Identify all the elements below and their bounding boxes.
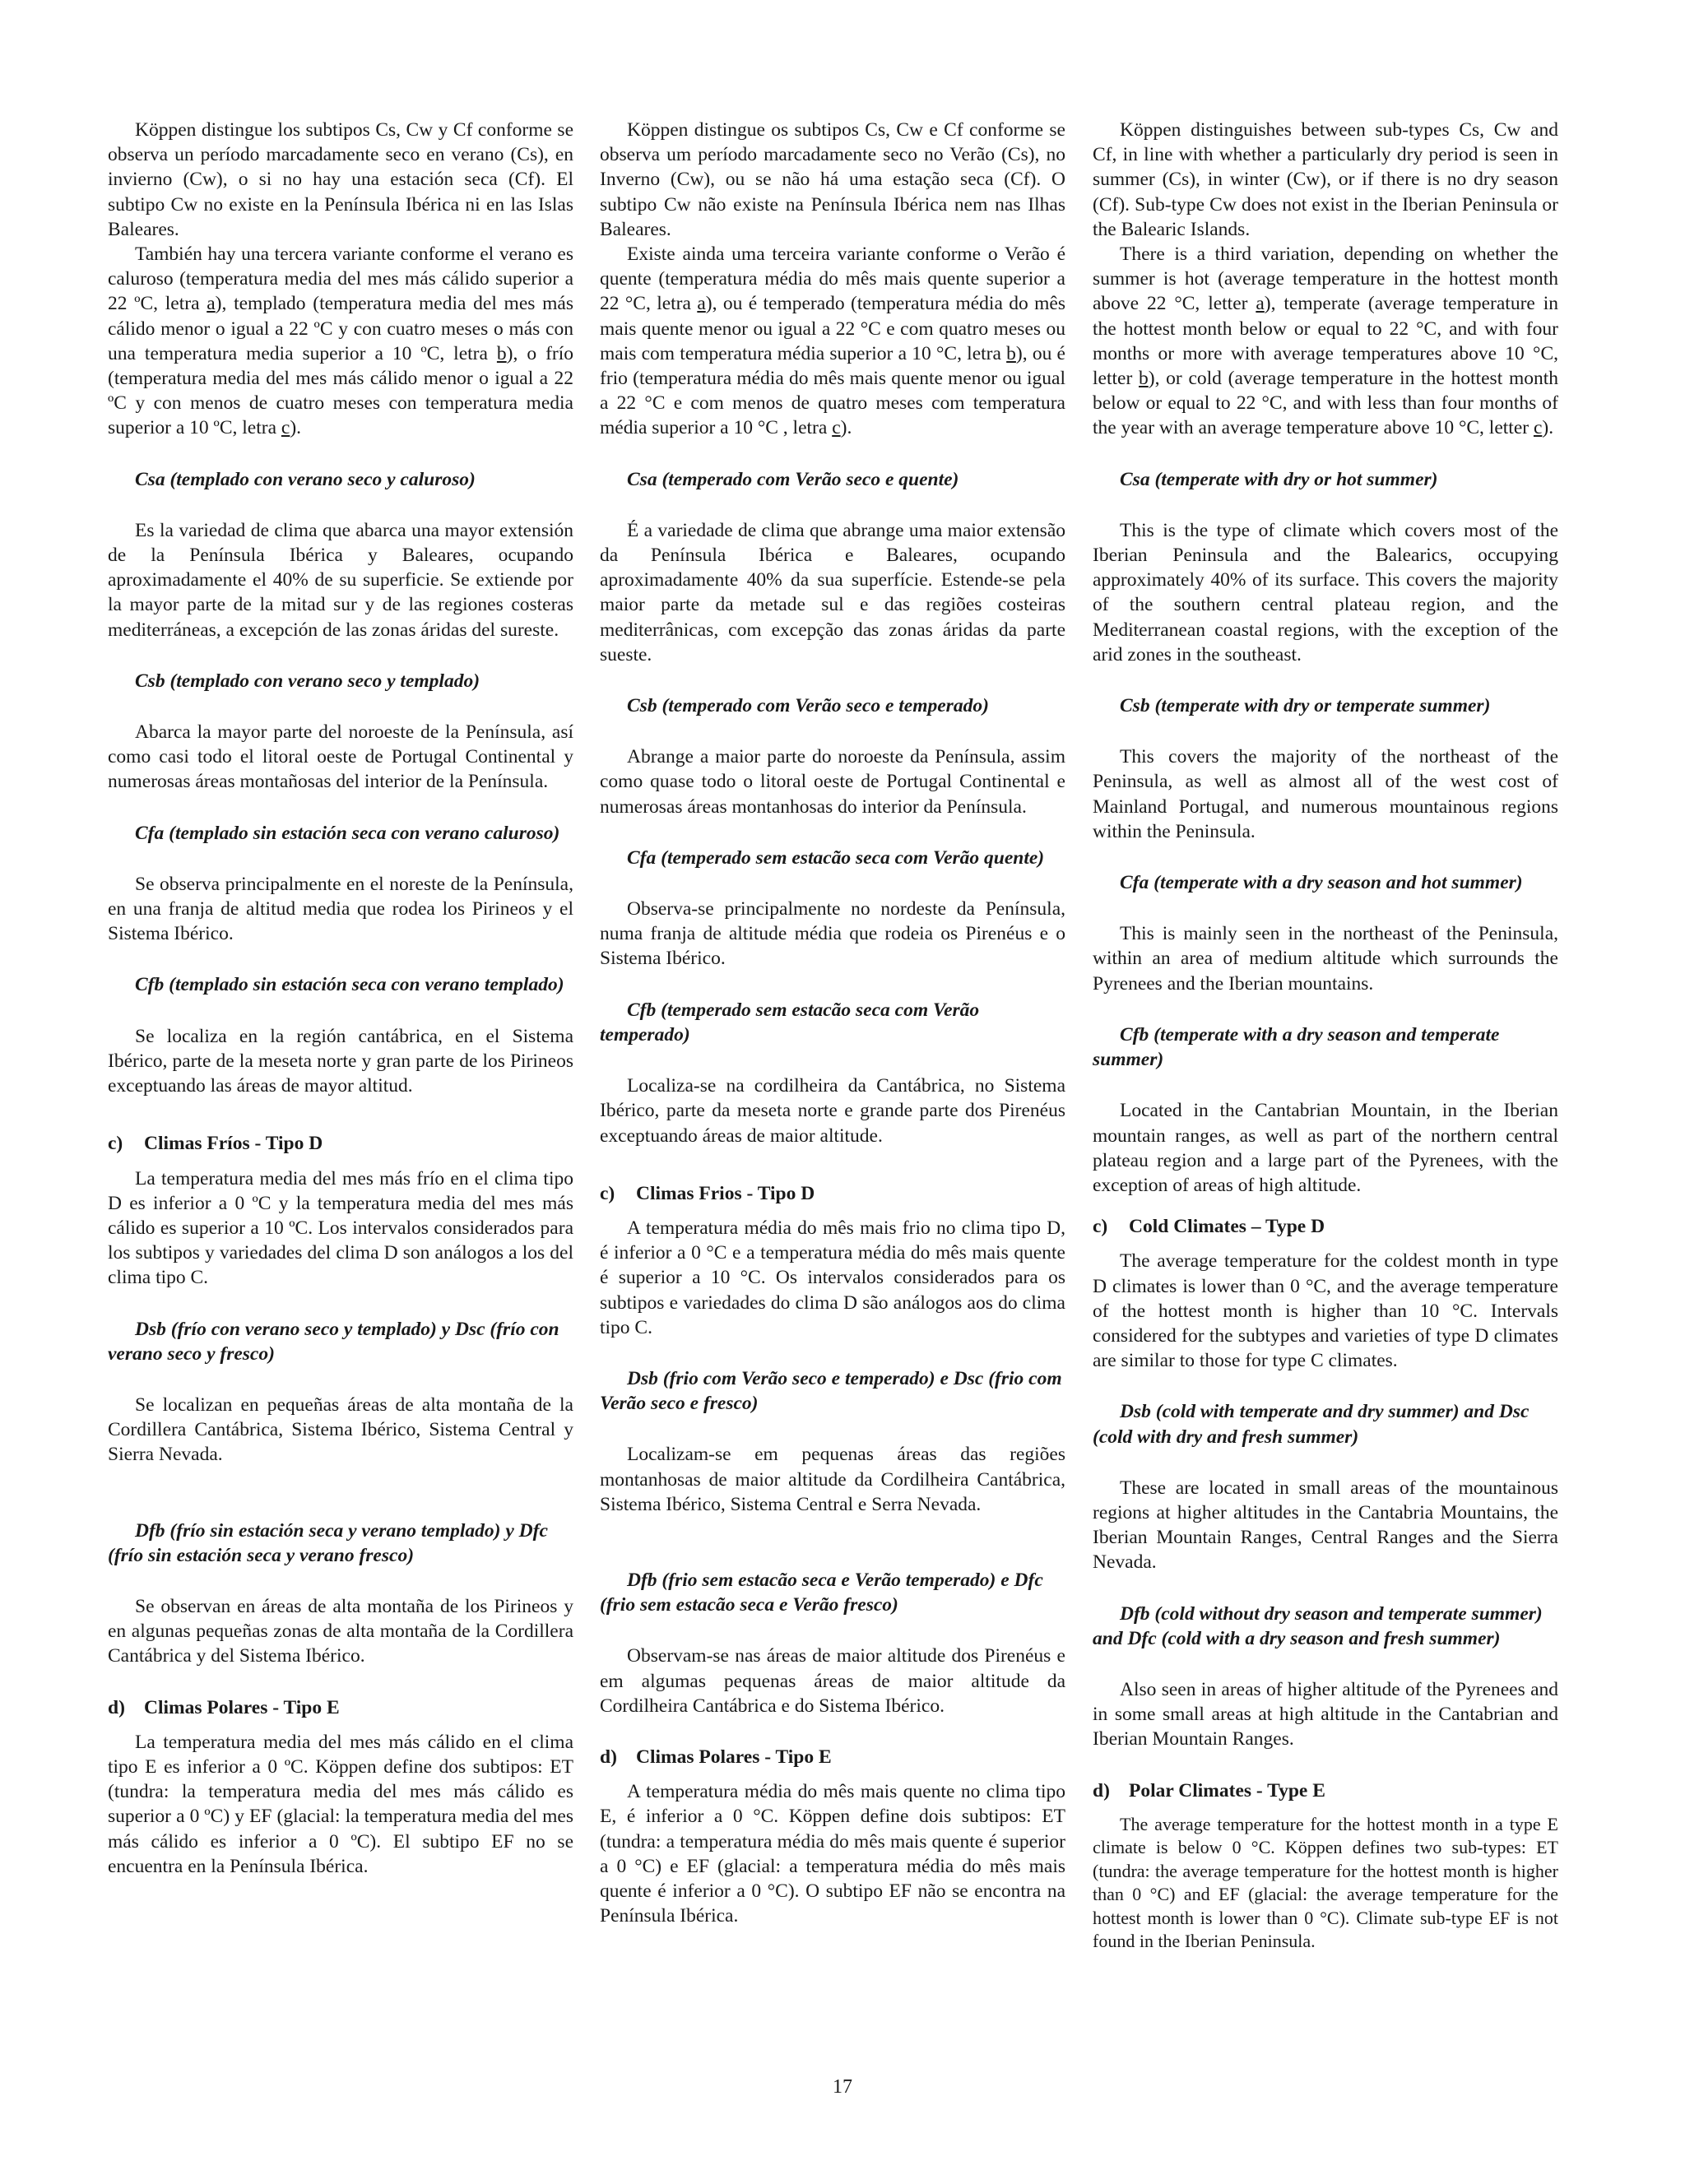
intro-text: ), or cold (average temperature in the hottest month below or equal to 22 °C, and with less than four months of the year with an average temperature above 10 °C, letter [1093,368,1559,439]
section-c-text: The average temperature for the coldest month in type D climates is lower than 0 °C, and the average temperature of the hottest month is higher than 10 °C. Intervals considered for the subtypes and varieties of type D climates are similar to those for type C climates. [1093,1250,1558,1372]
letter-a: a [1256,293,1265,315]
page-number: 17 [833,2076,852,2098]
intro-paragraph-1: Köppen distingue os subtipos Cs, Cw e Cf conforme se observa um período marcadamente seco no Verão (Cs), no Inverno (Cw), ou se não há uma estação seca (Cf). O subtipo Cw não existe na Península Ibérica nem nas Ilhas Baleares. [600,119,1065,240]
section-c-text: La temperatura media del mes más frío en el clima tipo D es inferior a 0 ºC y la temperatura media del mes más cálido es superior a 10 ºC. Los intervalos considerados para los subtipos y variedades del clima D son análogos a los del clima tipo C. [108,1167,573,1289]
csa-text: Es la variedad de clima que abarca una mayor extensión de la Península Ibérica y Baleares, ocupando aproximadamente el 40% de su superficie. Se extiende por la mayor parte de la mitad sur y de las regiones costeras mediterráneas, a excepción de las zonas áridas del sureste. [108,519,573,641]
dfb-heading: Dfb (frio sem estacão seca e Verão temperado) e Dfc (frio sem estacão seca e Verão fresco) [600,1569,1043,1616]
section-d-text: La temperatura media del mes más cálido en el clima tipo E es inferior a 0 ºC. Köppen define dos subtipos: ET (tundra: la temperatura media del mes más cálido es superior a 0 ºC) y EF (glacial: la temperatura media del mes más cálido es inferior a 0 ºC). El subtipo EF no se encuentra en la Península Ibérica. [108,1731,573,1877]
intro-text: ), temperate (average temperature in the hottest month below or equal to 22 °C, and with four months or more with average temperatures above 10 °C, letter [1093,293,1558,390]
section-letter: d) [600,1746,617,1768]
cfa-heading: Cfa (templado sin estación seca con verano caluroso) [135,822,560,844]
section-title: Climas Frios - Tipo D [636,1182,815,1204]
dfb-text: Se observan en áreas de alta montaña de los Pirineos y en algunas pequeñas zonas de alta montaña de la Cordillera Cantábrica y del Sistema Ibérico. [108,1595,573,1667]
column-english [1093,118,1558,1954]
section-c-heading [600,1181,1065,1206]
dsb-text: Localizam-se em pequenas áreas das regiões montanhosas de maior altitude da Cordilheira Cantábrica, Sistema Ibérico, Sistema Central e Serra Nevada. [600,1444,1065,1515]
dsb-heading: Dsb (frio com Verão seco e temperado) e Dsc (frio com Verão seco e fresco) [600,1367,1062,1415]
cfb-heading: Cfb (templado sin estación seca con verano templado) [135,974,564,996]
csa-heading: Csa (templado con verano seco y caluroso) [135,468,476,490]
intro-text: ), ou é temperado (temperatura média do mês mais quente menor ou igual a 22 °C e com quatro meses ou mais com temperatura média superior a 10 °C, letra [600,293,1065,364]
section-title: Climas Polares - Tipo E [636,1746,832,1768]
section-c-text: A temperatura média do mês mais frio no clima tipo D, é inferior a 0 °C e a temperatura média do mês mais quente é superior a 10 °C. Os intervalos considerados para os subtipos e variedades do clima D são análogos aos do clima tipo C. [600,1217,1065,1338]
csb-text: Abrange a maior parte do noroeste da Península, assim como quase todo o litoral oeste de Portugal Continental e numerosas áreas montanhosas do interior da Península. [600,746,1065,818]
section-title: Climas Fríos - Tipo D [144,1133,323,1155]
letter-c: c [281,417,290,439]
section-d-heading [108,1695,573,1720]
letter-a: a [207,293,216,315]
intro-text: Existe ainda uma terceira variante conforme o Verão é quente (temperatura média do mês mais quente superior a 22 °C, letra [600,243,1065,315]
intro-text: There is a third variation, depending on whether the summer is hot (average temperature in the hottest month above 22 °C, letter [1093,243,1558,315]
section-title: Cold Climates – Type D [1129,1216,1325,1238]
cfb-heading: Cfb (temperate with a dry season and temperate summer) [1093,1023,1500,1071]
csb-heading: Csb (temperate with dry or temperate summer) [1120,695,1491,717]
section-d-heading [600,1745,1065,1769]
intro-text: ). [840,417,852,439]
section-letter: c) [600,1182,615,1204]
intro-paragraph-1: Köppen distingue los subtipos Cs, Cw y Cf conforme se observa un período marcadamente seco en verano (Cs), en invierno (Cw), o si no hay una estación seca (Cf). El subtipo Cw no existe en la Península Ibérica ni en las Islas Baleares. [108,119,573,240]
csa-text: É a variedade de clima que abrange uma maior extensão da Península Ibérica e Baleares, ocupando aproximadamente 40% da sua superfície. Estende-se pela maior parte da metade sul e das regiões costeiras mediterrânicas, com excepção das zonas áridas da parte sueste. [600,519,1065,665]
letter-b: b [1006,342,1016,364]
section-letter: d) [108,1696,125,1718]
section-title: Climas Polares - Tipo E [144,1696,340,1718]
csb-text: This covers the majority of the northeast of the Peninsula, as well as almost all of the west cost of Mainland Portugal, and numerous mountainous regions within the Peninsula. [1093,746,1558,842]
csa-text: This is the type of climate which covers most of the Iberian Peninsula and the Balearics, occupying approximately 40% of its surface. This covers the majority of the southern central plateau region, and the Mediterranean coastal regions, with the exception of the arid zones in the southeast. [1093,519,1558,665]
csa-heading: Csa (temperate with dry or hot summer) [1120,468,1438,490]
intro-text: ), templado (temperatura media del mes más cálido menor o igual a 22 ºC y con cuatro meses o más con una temperatura media superior a 10 ºC, letra [108,293,573,364]
intro-paragraph-2 [1093,242,1558,441]
cfb-text: Localiza-se na cordilheira da Cantábrica, no Sistema Ibérico, parte da meseta norte e grande parte dos Pirenéus exceptuando áreas de maior altitude. [600,1075,1065,1147]
column-portuguese [600,118,1065,1928]
dfb-text: Observam-se nas áreas de maior altitude dos Pirenéus e em algumas pequenas áreas de maior altitude da Cordilheira Cantábrica e do Sistema Ibérico. [600,1645,1065,1717]
letter-c: c [832,417,841,439]
dsb-text: These are located in small areas of the mountainous regions at higher altitudes in the Cantabria Mountains, the Iberian Mountain Ranges, Central Ranges and the Sierra Nevada. [1093,1477,1558,1574]
intro-paragraph-2 [600,242,1065,441]
dsb-heading: Dsb (frío con verano seco y templado) y Dsc (frío con verano seco y fresco) [108,1318,559,1365]
cfa-text: Se observa principalmente en el noreste de la Península, en una franja de altitud media que rodea los Pirineos y el Sistema Ibérico. [108,873,573,945]
section-c-heading [108,1131,573,1156]
cfa-heading: Cfa (temperado sem estacão seca com Verão quente) [627,846,1045,869]
dsb-heading: Dsb (cold with temperate and dry summer) and Dsc (cold with dry and fresh summer) [1093,1401,1529,1448]
section-d-text: A temperatura média do mês mais quente no clima tipo E, é inferior a 0 °C. Köppen define dois subtipos: ET (tundra: a temperatura média do mês mais quente é superior a 0 °C) e EF (glacial: a temperatura média do mês mais quente é inferior a 0 °C). O subtipo EF não se encontra na Península Ibérica. [600,1781,1065,1927]
letter-b: b [496,342,507,364]
cfb-text: Located in the Cantabrian Mountain, in the Iberian mountain ranges, as well as part of the northern central plateau region and a large part of the Pyrenees, with the exception of areas of high altitude. [1093,1100,1558,1196]
cfa-heading: Cfa (temperate with a dry season and hot summer) [1120,872,1523,894]
csb-text: Abarca la mayor parte del noroeste de la Península, así como casi todo el litoral oeste de Portugal Continental y numerosas áreas montañosas del interior de la Península. [108,721,573,793]
intro-text: ), o frío (temperatura media del mes más cálido menor o igual a 22 ºC y con menos de cuatro meses con temperatura media superior a 10 ºC, letra [108,342,573,439]
intro-paragraph-1: Köppen distinguishes between sub-types Cs, Cw and Cf, in line with whether a particularly dry period is seen in summer (Cs), in winter (Cw), or if there is no dry season (Cf). Sub-type Cw does not exist in the Iberian Peninsula or the Balearic Islands. [1093,119,1558,240]
cfa-text: This is mainly seen in the northeast of the Peninsula, within an area of medium altitude which surrounds the Pyrenees and the Iberian mountains. [1093,923,1558,995]
section-letter: c) [108,1133,123,1155]
intro-text: También hay una tercera variante conforme el verano es caluroso (temperatura media del mes más cálido superior a 22 ºC, letra [108,243,573,315]
csb-heading: Csb (templado con verano seco y templado) [135,670,480,692]
csa-heading: Csa (temperado com Verão seco e quente) [627,468,959,490]
intro-text: ). [1542,417,1554,439]
intro-text: ). [290,417,302,439]
section-title: Polar Climates - Type E [1129,1779,1325,1801]
intro-paragraph-2 [108,242,573,441]
dfb-heading: Dfb (frío sin estación seca y verano templado) y Dfc (frío sin estación seca y verano fresco) [108,1519,548,1566]
cfa-text: Observa-se principalmente no nordeste da Península, numa franja de altitude média que rodeia os Pirenéus e o Sistema Ibérico. [600,898,1065,970]
cfb-heading: Cfb (temperado sem estacão seca com Verão temperado) [600,999,980,1046]
section-letter: d) [1093,1779,1110,1801]
dsb-text: Se localizan en pequeñas áreas de alta montaña de la Cordillera Cantábrica, Sistema Ibérico, Sistema Central y Sierra Nevada. [108,1393,573,1466]
section-c-heading [1093,1214,1558,1239]
letter-b: b [1139,368,1149,390]
cfb-text: Se localiza en la región cantábrica, en el Sistema Ibérico, parte de la meseta norte y gran parte de los Pirineos exceptuando las áreas de mayor altitud. [108,1025,573,1097]
dfb-heading: Dfb (cold without dry season and temperate summer) and Dfc (cold with a dry season and fresh summer) [1093,1602,1543,1649]
section-letter: c) [1093,1216,1108,1238]
letter-a: a [697,293,706,315]
intro-text: ), ou é frio (temperatura média do mês mais quente menor ou igual a 22 °C e com menos de quatro meses com temperatura média superior a 10 °C , letra [600,342,1065,439]
section-d-text: The average temperature for the hottest month in a type E climate is below 0 °C. Köppen defines two sub-types: ET (tundra: the average temperature for the hottest month is higher than 0 °C) and EF (glacial: the average temperature for the hottest month is lower than 0 °C). Climate sub-type EF is not found in the Iberian Peninsula. [1093,1813,1558,1952]
letter-c: c [1533,417,1543,439]
column-spanish [108,118,573,1879]
csb-heading: Csb (temperado com Verão seco e temperado) [627,695,989,717]
dfb-text: Also seen in areas of higher altitude of the Pyrenees and in some small areas at high altitude in the Cantabrian and Iberian Mountain Ranges. [1093,1678,1558,1750]
section-d-heading [1093,1778,1558,1803]
